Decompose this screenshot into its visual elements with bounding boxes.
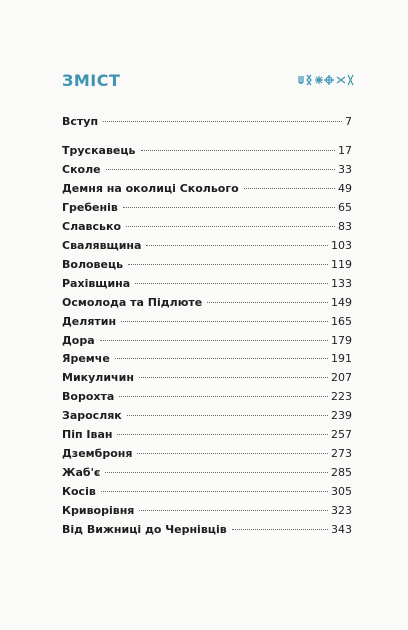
toc-entry-label: Заросляк — [62, 409, 122, 423]
dot-leader — [105, 472, 328, 473]
toc-entry-label: Сколе — [62, 162, 101, 176]
dot-leader — [207, 302, 328, 303]
dot-leader — [115, 358, 328, 359]
toc-entry-page-number: 239 — [331, 409, 352, 423]
dot-leader — [146, 245, 328, 246]
dot-leader — [139, 377, 328, 378]
dot-leader — [244, 188, 335, 189]
toc-entry-label: Від Вижниці до Чернівців — [62, 523, 227, 536]
decorative-folk-ornament-icon — [298, 74, 354, 86]
toc-title: ЗМІСТ — [62, 71, 121, 90]
dot-leader — [135, 283, 328, 284]
toc-entry-label: Гребенів — [62, 200, 118, 214]
toc-entry-page-number: 323 — [331, 504, 352, 518]
toc-entry-page-number: 119 — [331, 257, 352, 271]
toc-entry-label: Дземброня — [62, 447, 133, 461]
toc-entry-page-number: 83 — [338, 219, 352, 233]
toc-entry-label: Демня на околиці Сколього — [62, 181, 239, 195]
toc-entry-page-number: 257 — [331, 428, 352, 442]
dot-leader — [128, 264, 328, 265]
toc-entry-label: Воловець — [62, 257, 124, 271]
dot-leader — [106, 169, 335, 170]
toc-entry-page-number: 207 — [331, 371, 352, 385]
toc-entry-page-number: 49 — [338, 181, 352, 195]
toc-entry-page-number: 7 — [345, 115, 352, 128]
toc-entry — [62, 370, 352, 386]
toc-entry — [62, 427, 352, 443]
toc-entry — [62, 389, 352, 405]
dot-leader — [137, 453, 328, 454]
toc-entry — [62, 238, 352, 254]
toc-entry — [62, 351, 352, 367]
toc-entry — [62, 219, 352, 235]
toc-entry-page-number: 343 — [331, 523, 352, 536]
toc-entry-page-number: 33 — [338, 162, 352, 176]
toc-entry — [62, 465, 352, 481]
toc-entry — [62, 143, 352, 159]
dot-leader — [100, 340, 328, 341]
toc-entry — [62, 276, 352, 292]
toc-entry — [62, 200, 352, 216]
toc-entry-label: Микуличин — [62, 371, 134, 385]
dot-leader — [123, 207, 335, 208]
toc-entry-label: Свалявщина — [62, 238, 142, 252]
toc-entry-label: Делятин — [62, 314, 117, 328]
toc-entry-label: Славсько — [62, 219, 122, 233]
toc-entry — [62, 522, 352, 538]
toc-entry — [62, 484, 352, 500]
toc-entry — [62, 446, 352, 462]
toc-entry-label: Вступ — [62, 115, 99, 128]
toc-entry-page-number: 133 — [331, 276, 352, 290]
toc-entry-label: Яремче — [62, 352, 110, 366]
toc-entry-page-number: 149 — [331, 295, 352, 309]
toc-entry-page-number: 65 — [338, 200, 352, 214]
dot-leader — [119, 396, 328, 397]
toc-entry — [62, 257, 352, 273]
toc-entry-page-number: 273 — [331, 447, 352, 461]
toc-entry — [62, 408, 352, 424]
toc-entry — [62, 181, 352, 197]
toc-entry-page-number: 285 — [331, 466, 352, 480]
toc-entry-page-number: 179 — [331, 333, 352, 347]
dot-leader — [139, 510, 328, 511]
dot-leader — [126, 226, 335, 227]
dot-leader — [141, 150, 336, 151]
toc-entry-label: Жаб'є — [62, 466, 101, 480]
dot-leader — [127, 415, 328, 416]
dot-leader — [117, 434, 328, 435]
toc-entry — [62, 333, 352, 349]
toc-entry — [62, 314, 352, 330]
dot-leader — [232, 529, 328, 530]
toc-entry-label: Ворохта — [62, 390, 115, 404]
toc-entry-page-number: 223 — [331, 390, 352, 404]
toc-entry-label: Криворівня — [62, 504, 135, 518]
dot-leader — [121, 321, 328, 322]
toc-entry-label: Рахівщина — [62, 276, 131, 290]
toc-entry-label: Трускавець — [62, 144, 136, 157]
toc-entry — [62, 295, 352, 311]
toc-entry-label: Дора — [62, 333, 95, 347]
toc-entry-page-number: 17 — [338, 144, 352, 157]
toc-entry-label: Піп Іван — [62, 428, 113, 442]
toc-entry-page-number: 165 — [331, 314, 352, 328]
toc-entry-label: Осмолода та Підлюте — [62, 295, 203, 309]
toc-entry — [62, 162, 352, 178]
toc-entry — [62, 503, 352, 519]
dot-leader — [103, 121, 342, 122]
toc-entry-page-number: 305 — [331, 485, 352, 499]
dot-leader — [101, 491, 328, 492]
toc-entry-label: Косів — [62, 485, 96, 499]
toc-entry-page-number: 103 — [331, 238, 352, 252]
toc-entry — [62, 114, 352, 130]
toc-entry-page-number: 191 — [331, 352, 352, 366]
